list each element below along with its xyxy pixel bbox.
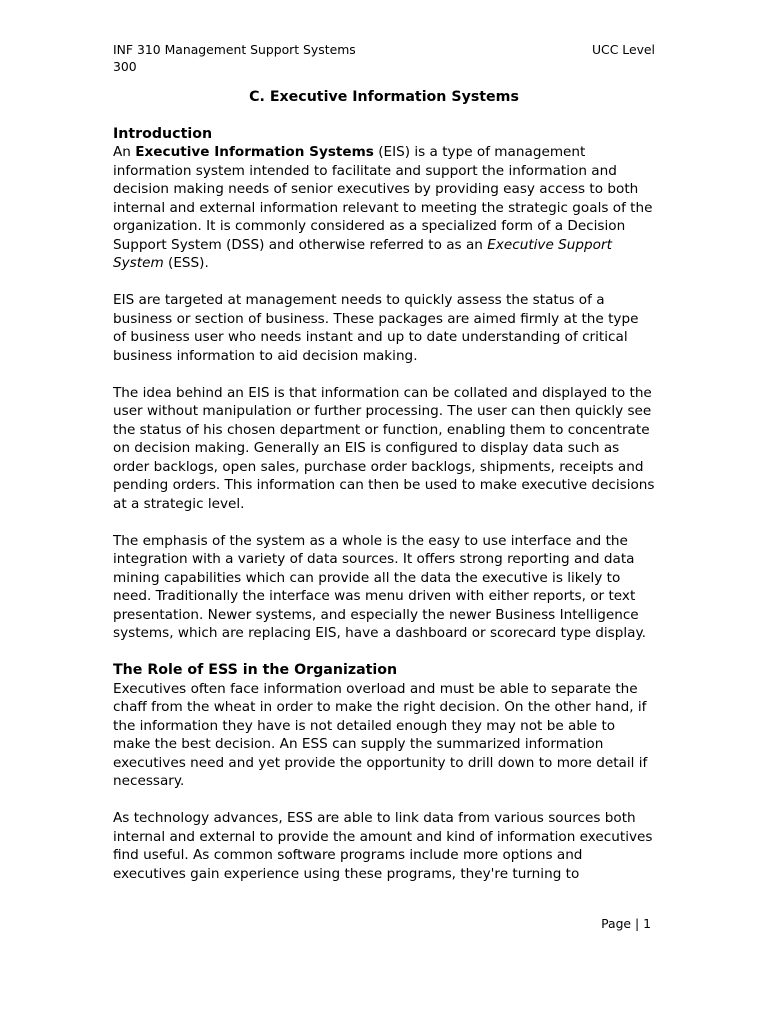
role-paragraph-1: Executives often face information overload and must be able to separate the chaff from the wheat in order to make the right decision. On the other hand, if the information they have is not detailed enough they may not be able to make the best decision. An ESS can supply the summarized information executives need and yet provide the opportunity to drill down to more detail if necessary. (113, 680, 648, 789)
intro-p1-bold-term: Executive Information Systems (135, 144, 374, 160)
intro-p1-text-a: An (113, 144, 136, 160)
intro-p1-italic-term: Executive Support System (113, 236, 612, 271)
intro-p1-text-e: (ESS). (163, 255, 209, 271)
running-header (113, 42, 655, 75)
document-title: C. Executive Information Systems (249, 89, 519, 105)
course-name: INF 310 Management Support Systems (113, 42, 356, 57)
page-number: Page | 1 (601, 916, 651, 931)
introduction-heading: Introduction (113, 125, 213, 142)
intro-paragraph-3: The idea behind an EIS is that information can be collated and displayed to the user without manipulation or further processing. The user can then quickly see the status of his chosen department or function, enabling them to concentrate on decision making. Generally an EIS is configured to display data such as order backlogs, open sales, purchase order backlogs, shipments, receipts and pending orders. This information can then be used to make executive decisions at a strategic level. (113, 384, 655, 512)
course-level: UCC Level (591, 42, 655, 57)
intro-paragraph-1 (113, 143, 655, 273)
intro-p1-text-c: (EIS) is a type of management information system intended to facilitate and support the information and decision making needs of senior executives by providing easy access to both internal and external information relevant to meeting the strategic goals of the organization. It is commonly considered as a specialized form of a Decision Support System (DSS) and otherwise referred to as an (113, 144, 653, 253)
intro-paragraph-4: The emphasis of the system as a whole is the easy to use interface and the integration with a variety of data sources. It offers strong reporting and data mining capabilities which can provide all the data the executive is likely to need. Traditionally the interface was menu driven with either reports, or text presentation. Newer systems, and especially the newer Business Intelligence systems, which are replacing EIS, have a dashboard or scorecard type display. (113, 532, 646, 641)
course-level-number: 300 (113, 58, 137, 74)
document-page (113, 42, 655, 902)
intro-paragraph-2: EIS are targeted at management needs to quickly assess the status of a business or section of business. These packages are aimed firmly at the type of business user who needs instant and up to date understanding of critical business information to aid decision making. (113, 292, 639, 364)
role-heading: The Role of ESS in the Organization (113, 662, 398, 678)
role-paragraph-2: As technology advances, ESS are able to link data from various sources both internal and external to provide the amount and kind of information executives find useful. As common software programs include more options and executives gain experience using these programs, they're turning to (113, 810, 653, 882)
